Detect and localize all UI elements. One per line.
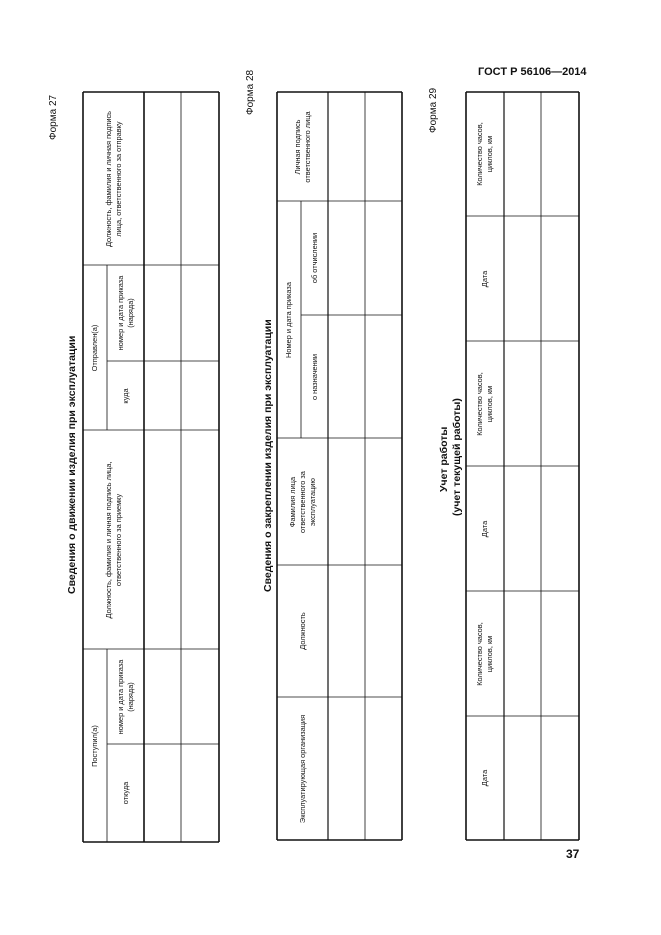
form-28-col-name: Фамилия лица ответственного за эксплуатацию xyxy=(287,470,317,533)
form-28-col-signature: Личная подпись ответственного лица xyxy=(292,110,312,183)
form-28-col-assign: о назначении xyxy=(309,353,319,400)
form-27-label: Форма 27 xyxy=(48,94,59,140)
form-29-col-qty-1: Количество часов, циклов, км xyxy=(475,621,494,686)
form-27-col-signature-in: Должность, фамилия и личная подпись лица, ответственного за приемку xyxy=(103,461,123,618)
form-29-subtitle: (учет текущей работы) xyxy=(451,398,463,516)
form-27-col-signature-out: Должность, фамилия и личная подпись лица, ответственного за отправку xyxy=(103,110,123,247)
form-29-col-qty-2: Количество часов, циклов, км xyxy=(475,371,494,436)
form-27-title: Сведения о движении изделия при эксплуатации xyxy=(66,335,78,594)
form-28-label: Форма 28 xyxy=(245,69,256,115)
form-27-col-from: откуда xyxy=(120,781,130,805)
form-27-col-order-in: номер и дата приказа (наряда) xyxy=(115,659,135,734)
form-28-col-org: Эксплуатирующая организация xyxy=(297,714,307,823)
form-29-col-date-1: Дата xyxy=(480,769,489,787)
form-28-col-position: Должность xyxy=(297,612,307,650)
form-28-col-release: об отчислении xyxy=(309,232,319,284)
form-27-col-order-out: номер и дата приказа (наряда) xyxy=(115,275,135,351)
form-27-group-sent: Отправлен(а) xyxy=(90,324,99,371)
form-27-group-received: Поступил(а) xyxy=(90,724,99,767)
form-28-title: Сведения о закреплении изделия при эксплуатации xyxy=(262,319,274,592)
form-29-label: Форма 29 xyxy=(428,87,439,133)
standard-designation: ГОСТ Р 56106—2014 xyxy=(478,66,587,78)
page-number: 37 xyxy=(566,847,580,861)
form-28-group-order: Номер и дата приказа xyxy=(284,281,293,358)
form-29-col-date-3: Дата xyxy=(480,270,489,287)
form-29-title: Учет работы xyxy=(438,426,450,492)
form-29-col-qty-3: Количество часов, циклов, км xyxy=(475,122,494,186)
form-27-col-to: куда xyxy=(120,387,130,404)
form-29-col-date-2: Дата xyxy=(480,520,489,537)
